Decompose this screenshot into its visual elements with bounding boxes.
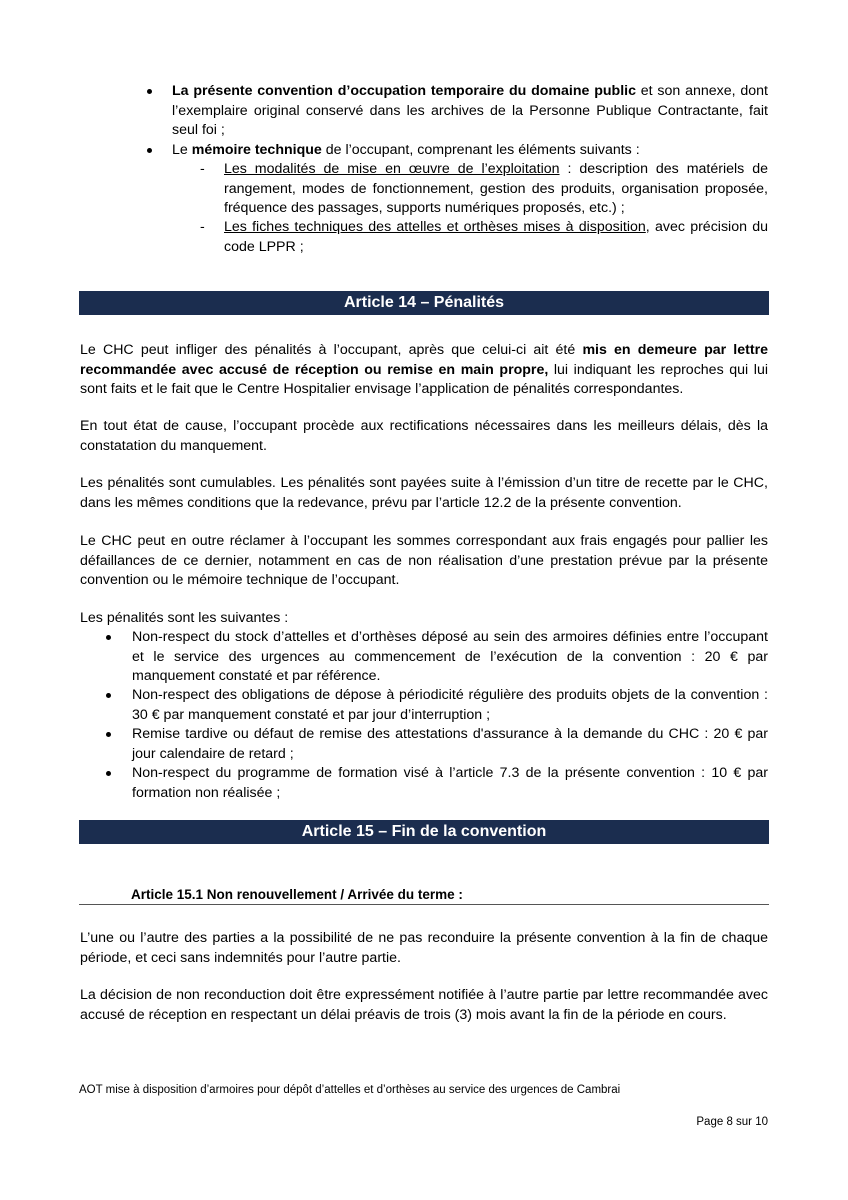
article-15-paragraph-2: La décision de non reconduction doit être expressément notifiée à l’autre partie par lettre recommandée avec accusé de réception en respectant un délai préavis de trois (3) mois avant la fin de la période en cours.	[80, 987, 768, 1023]
footer-caption: AOT mise à disposition d’armoires pour dépôt d’attelles et d’orthèses au service des urgences de Cambrai	[79, 1084, 621, 1096]
article-14-paragraph-3: Les pénalités sont cumulables. Les pénalités sont payées suite à l’émission d’un titre de recette par le CHC, dans les mêmes conditions que la redevance, prévu par l’article 12.2 de la présente convention.	[80, 475, 768, 511]
sub-item-underlined: Les modalités de mise en œuvre de l’exploitation	[224, 161, 560, 177]
list-item-text: et son annexe, dont l’exemplaire original conservé dans les archives de la Personne Publique Contractante, fait seul foi ;	[172, 83, 768, 138]
sub-item-text: : description des matériels de rangement, modes de fonctionnement, gestion des produits, organisation proposée, fréquence des passages, supports numériques proposés, etc.) ;	[224, 161, 768, 216]
list-item-prefix: Le	[172, 142, 192, 158]
dash-marker: -	[200, 219, 205, 235]
sub-item-underlined: Les fiches techniques des attelles et orthèses mises à disposition	[224, 219, 646, 235]
section-divider	[79, 904, 769, 905]
bullet-icon	[106, 732, 111, 737]
article-15-1-heading: Article 15.1 Non renouvellement / Arrivée du terme :	[131, 887, 463, 902]
penalty-item: Non-respect des obligations de dépose à périodicité régulière des produits objets de la convention : 30 € par manquement constaté et par jour d’interruption ;	[132, 687, 768, 723]
list-item-memoire	[172, 141, 768, 161]
paragraph-bold: mis en demeure par lettre recommandée avec accusé de réception ou remise en main propre,	[80, 342, 768, 378]
article-14-paragraph-1	[80, 341, 768, 400]
article-14-heading: Article 14 – Pénalités	[79, 291, 769, 315]
penalty-item: Non-respect du stock d’attelles et d’orthèses déposé au sein des armoires définies entre l’occupant et le service des urgences au commencement de l’exécution de la convention : 20 € par manquement constaté et par référence.	[132, 629, 768, 684]
list-item-text: de l’occupant, comprenant les éléments suivants :	[321, 142, 640, 158]
sub-item-fiches	[224, 218, 768, 257]
bullet-icon	[147, 89, 152, 94]
article-14-paragraph-5: Les pénalités sont les suivantes :	[80, 610, 289, 626]
penalty-item: Non-respect du programme de formation visé à l’article 7.3 de la présente convention : 10 € par formation non réalisée ;	[132, 765, 768, 801]
paragraph-text: lui indiquant les reproches qui lui sont faits et le fait que le Centre Hospitalier envisage l’application de pénalités correspondantes.	[80, 361, 768, 397]
sub-item-text: , avec précision du code LPPR ;	[224, 219, 768, 255]
article-15-paragraph-1: L’une ou l’autre des parties a la possibilité de ne pas reconduire la présente convention à la fin de chaque période, et ceci sans indemnités pour l’autre partie.	[80, 930, 768, 966]
bullet-icon	[106, 771, 111, 776]
penalty-item: Remise tardive ou défaut de remise des attestations d'assurance à la demande du CHC : 20 € par jour calendaire de retard ;	[132, 726, 768, 762]
dash-marker: -	[200, 161, 205, 177]
list-item-bold: La présente convention d’occupation temporaire du domaine public	[172, 83, 636, 99]
list-item-bold: mémoire technique	[191, 142, 322, 158]
article-14-paragraph-4: Le CHC peut en outre réclamer à l’occupant les sommes correspondant aux frais engagés pour pallier les défaillances de ce dernier, notamment en cas de non réalisation d’une prestation prévue par la présente convention ou le mémoire technique de l’occupant.	[80, 533, 768, 588]
bullet-icon	[106, 693, 111, 698]
page-number: Page 8 sur 10	[696, 1116, 768, 1128]
article-15-heading: Article 15 – Fin de la convention	[79, 820, 769, 844]
bullet-icon	[147, 148, 152, 153]
article-14-paragraph-2: En tout état de cause, l’occupant procède aux rectifications nécessaires dans les meilleurs délais, dès la constatation du manquement.	[80, 418, 768, 454]
paragraph-text: Le CHC peut infliger des pénalités à l’occupant, après que celui-ci ait été	[80, 342, 583, 358]
bullet-icon	[106, 635, 111, 640]
sub-item-modalites	[224, 160, 768, 219]
list-item-convention	[172, 82, 768, 141]
